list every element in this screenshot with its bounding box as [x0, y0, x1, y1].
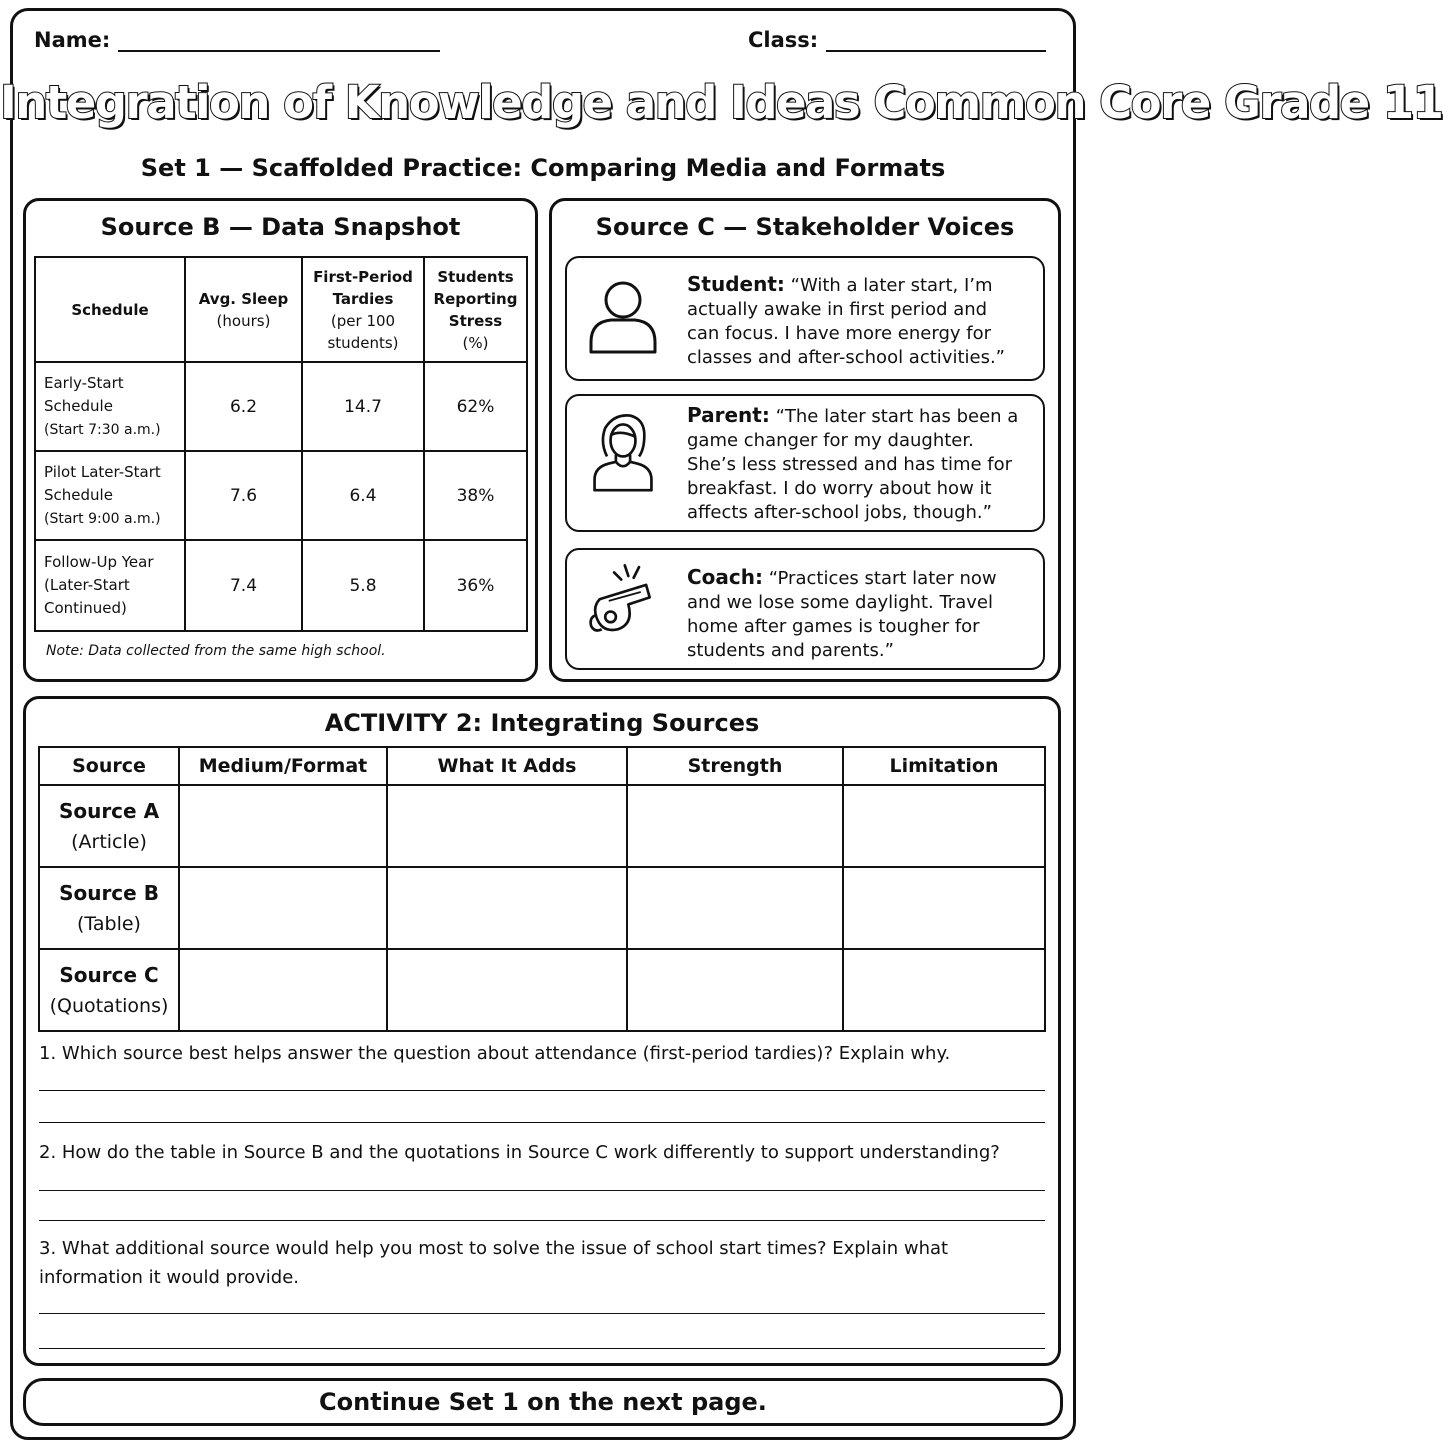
- class-line[interactable]: [826, 30, 1046, 52]
- adds-answer-cell[interactable]: [387, 785, 627, 867]
- limitation-answer-cell[interactable]: [843, 785, 1045, 867]
- answer-line[interactable]: [39, 1348, 1045, 1349]
- sleep-cell: 6.2: [185, 362, 302, 451]
- continue-footer: Continue Set 1 on the next page.: [23, 1378, 1063, 1426]
- tardies-cell: 14.7: [302, 362, 424, 451]
- strength-answer-cell[interactable]: [627, 949, 843, 1031]
- activity-title: ACTIVITY 2: Integrating Sources: [324, 709, 760, 737]
- col-header-source: Source: [39, 747, 179, 785]
- format-answer-cell[interactable]: [179, 867, 387, 949]
- page-subtitle: Set 1 — Scaffolded Practice: Comparing Media and Formats: [140, 154, 946, 182]
- parent-quote: Parent: “The later start has been a game changer for my daughter. She’s less stressed and has time for breakfast. I do worry about how it affects after-school jobs, though.”: [687, 403, 1019, 523]
- adds-answer-cell[interactable]: [387, 949, 627, 1031]
- page-title: Integration of Knowledge and Ideas Common Core Grade 11: [0, 76, 1443, 129]
- source-b-title: Source B — Data Snapshot: [100, 213, 461, 241]
- tardies-cell: 6.4: [302, 451, 424, 540]
- question-2: 2. How do the table in Source B and the quotations in Source C work differently to support understanding?: [39, 1142, 1000, 1163]
- table-row: [39, 867, 1045, 949]
- student-quote: Student: “With a later start, I’m actually awake in first period and can focus. I have more energy for classes and after-school activities.”: [687, 272, 1005, 368]
- class-field[interactable]: [748, 28, 1046, 52]
- col-header-strength: Strength: [627, 747, 843, 785]
- source-cell: Source B (Table): [39, 867, 179, 949]
- coach-quote: Coach: “Practices start later now and we lose some daylight. Travel home after games is tougher for students and parents.”: [687, 565, 997, 661]
- table-row: [35, 540, 527, 631]
- name-line[interactable]: [118, 30, 440, 52]
- table-row: [39, 785, 1045, 867]
- class-label: Class:: [748, 28, 819, 52]
- parent-voice-card: [565, 394, 1045, 532]
- table-note: Note: Data collected from the same high school.: [46, 643, 386, 659]
- sleep-cell: 7.6: [185, 451, 302, 540]
- col-header-adds: What It Adds: [387, 747, 627, 785]
- col-header-schedule: Schedule: [35, 257, 185, 362]
- adds-answer-cell[interactable]: [387, 867, 627, 949]
- source-cell: Source A (Article): [39, 785, 179, 867]
- limitation-answer-cell[interactable]: [843, 949, 1045, 1031]
- limitation-answer-cell[interactable]: [843, 867, 1045, 949]
- answer-line[interactable]: [39, 1220, 1045, 1221]
- stress-cell: 62%: [424, 362, 527, 451]
- question-3: 3. What additional source would help you most to solve the issue of school start times? Explain what information it would provide.: [39, 1238, 949, 1288]
- answer-line[interactable]: [39, 1190, 1045, 1191]
- activity-table: [38, 746, 1046, 1032]
- answer-line[interactable]: [39, 1122, 1045, 1123]
- format-answer-cell[interactable]: [179, 949, 387, 1031]
- format-answer-cell[interactable]: [179, 785, 387, 867]
- name-label: Name:: [34, 28, 111, 52]
- row-label: Follow-Up Year (Later-Start Continued): [35, 540, 185, 631]
- table-row: [35, 362, 527, 451]
- woman-icon: [585, 412, 661, 492]
- col-header-sleep: Avg. Sleep (hours): [185, 257, 302, 362]
- source-c-title: Source C — Stakeholder Voices: [595, 213, 1015, 241]
- strength-answer-cell[interactable]: [627, 785, 843, 867]
- stress-cell: 36%: [424, 540, 527, 631]
- stress-cell: 38%: [424, 451, 527, 540]
- col-header-limitation: Limitation: [843, 747, 1045, 785]
- sleep-cell: 7.4: [185, 540, 302, 631]
- row-label: Early-Start Schedule (Start 7:30 a.m.): [35, 362, 185, 451]
- table-row: [39, 949, 1045, 1031]
- person-icon: [585, 276, 661, 356]
- col-header-format: Medium/Format: [179, 747, 387, 785]
- strength-answer-cell[interactable]: [627, 867, 843, 949]
- coach-voice-card: [565, 548, 1045, 670]
- answer-line[interactable]: [39, 1313, 1045, 1314]
- data-table: [34, 256, 528, 632]
- col-header-tardies: First-Period Tardies (per 100 students): [302, 257, 424, 362]
- name-field[interactable]: [34, 28, 440, 52]
- source-cell: Source C (Quotations): [39, 949, 179, 1031]
- table-row: [35, 451, 527, 540]
- col-header-stress: Students Reporting Stress (%): [424, 257, 527, 362]
- row-label: Pilot Later-Start Schedule (Start 9:00 a.m.): [35, 451, 185, 540]
- tardies-cell: 5.8: [302, 540, 424, 631]
- answer-line[interactable]: [39, 1090, 1045, 1091]
- student-voice-card: [565, 256, 1045, 381]
- whistle-icon: [585, 560, 661, 640]
- question-1: 1. Which source best helps answer the question about attendance (first-period tardies)? Explain why.: [39, 1043, 951, 1064]
